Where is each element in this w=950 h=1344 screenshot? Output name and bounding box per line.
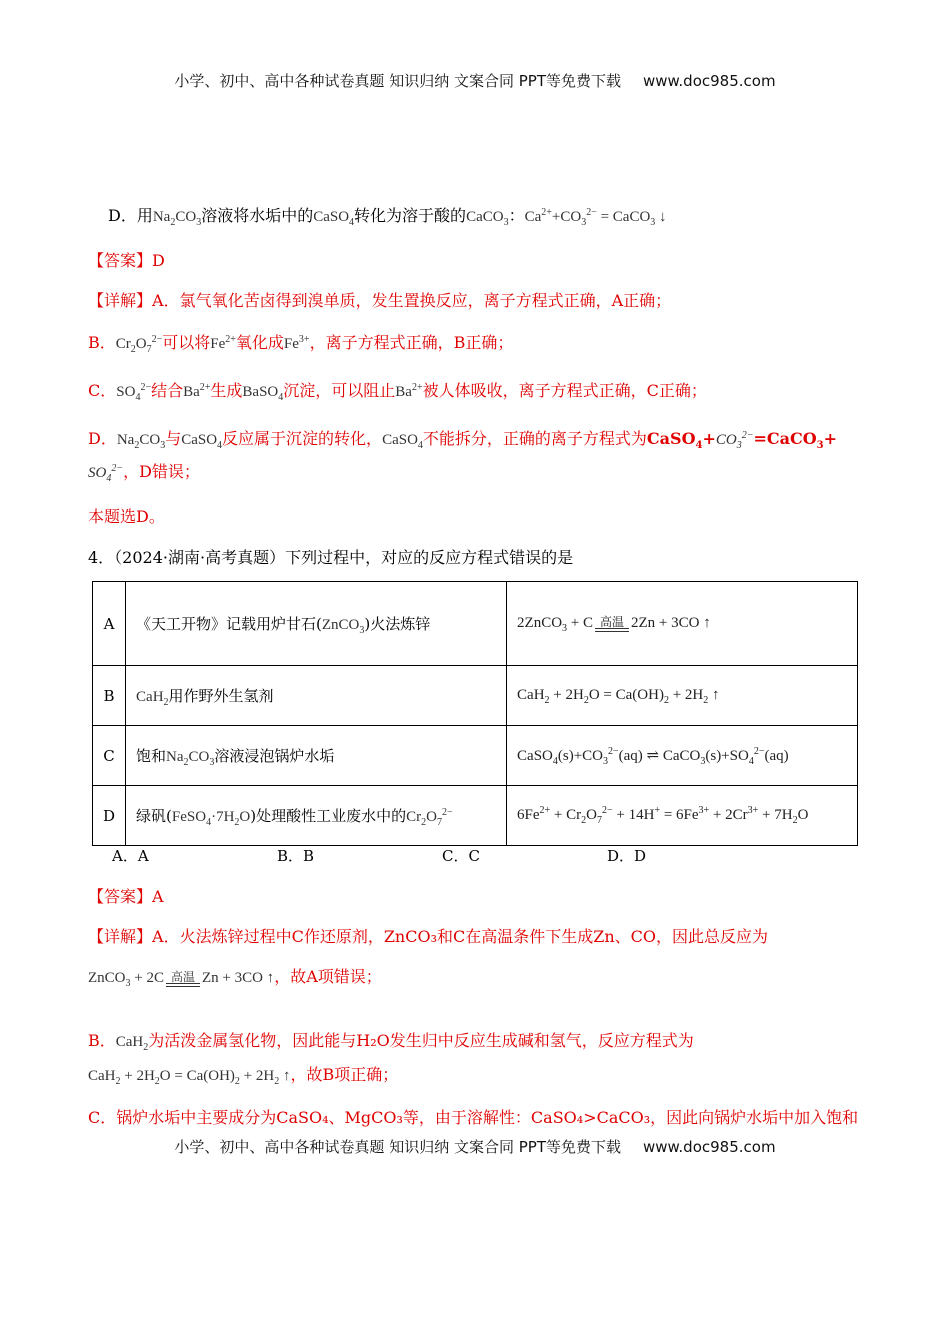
detail-b-mid2: 氧化成 xyxy=(235,333,284,352)
q4-options-table xyxy=(92,581,858,846)
table-row xyxy=(93,726,858,786)
q4-detail-b-eq: $CaH_2 + 2H_2O = Ca(OH)_2 + 2H_2$ ↑，故B项正确； xyxy=(88,1065,399,1087)
detail-c-pre: C． xyxy=(88,381,117,400)
desc-pre: 饱和 xyxy=(136,747,167,765)
q4-stem: 4．（2024·湖南·高考真题）下列过程中，对应的反应方程式错误的是 xyxy=(88,548,574,567)
answer-value: D xyxy=(152,251,165,270)
header-text: 小学、初中、高中各种试卷真题 知识归纳 文案合同 PPT等免费下载 xyxy=(174,72,621,90)
detail-a: A．氯气氧化苦卤得到溴单质，发生置换反应，离子方程式正确，A正确； xyxy=(152,291,672,310)
choice-c[interactable]: C．C xyxy=(442,847,480,865)
row-desc: 饱和$Na_2CO_3$溶液浸泡锅炉水垢 xyxy=(126,726,507,786)
desc-post: 溶液浸泡锅炉水垢 xyxy=(214,747,335,765)
table-row xyxy=(93,582,858,666)
detail-b-pre: B． xyxy=(88,333,116,352)
q3-detail-c: C．$SO_4^{2-}$结合$Ba^{2+}$生成BaSO$_4$沉淀，可以阻止$Ba^{2+}$被人体吸收，离子方程式正确，C正确； xyxy=(88,381,707,403)
desc-pre: 《天工开物》记载用炉甘石( xyxy=(136,615,322,633)
desc-post: 用作野外生氢剂 xyxy=(168,687,274,705)
q3-answer xyxy=(88,249,862,273)
detail-a: A．火法炼锌过程中C作还原剂，ZnCO₃和C在高温条件下生成Zn、CO，因此总反应为 xyxy=(152,927,769,946)
detail-b-end: ，离子方程式正确，B正确； xyxy=(309,333,514,352)
detail-b-end: ，故B项正确； xyxy=(290,1065,399,1084)
desc-pre: 绿矾( xyxy=(136,807,172,825)
option-d-sep: ： xyxy=(508,206,525,225)
option-d-prefix: D．用 xyxy=(108,206,153,225)
detail-c-mid3: 沉淀，可以阻止 xyxy=(283,381,396,400)
answer-value: A xyxy=(152,887,164,906)
option-d-text1: 溶液将水垢中的 xyxy=(201,206,314,225)
detail-c-mid: 结合 xyxy=(151,381,184,400)
choice-a[interactable]: A．A xyxy=(112,847,149,865)
row-equation: $6Fe^{2+} + Cr_2O_7^{2-} + 14H^+ = 6Fe^{3+} + 2Cr^{3+} + 7H_2O$ xyxy=(507,786,858,846)
detail-b-pre: B． xyxy=(88,1031,116,1050)
q3-detail-d-cont: $SO_4^{2-}$，D错误； xyxy=(88,462,200,484)
detail-d-end: ，D错误； xyxy=(123,462,200,481)
row-equation: $CaSO_4(s)+CO_3^{2-}(aq)$ ⇌ $CaCO_3(s)+SO_4^{2-}(aq)$ xyxy=(507,726,858,786)
choice-b[interactable]: B．B xyxy=(277,847,315,865)
row-equation: 2ZnCO$_3$ + C 高温 2Zn + 3CO ↑ xyxy=(507,582,858,666)
detail-c-mid2: 生成 xyxy=(210,381,243,400)
detail-d-mid3: 不能拆分，正确的离子方程式为 xyxy=(422,429,647,448)
answer-label: 【答案】 xyxy=(88,887,153,906)
detail-label: 【详解】 xyxy=(88,291,153,310)
row-desc: 《天工开物》记载用炉甘石(ZnCO$_3$)火法炼锌 xyxy=(126,582,507,666)
row-desc: CaH$_2$用作野外生氢剂 xyxy=(126,666,507,726)
detail-d-mid: 与 xyxy=(165,429,182,448)
detail-b-mid: 为活泼金属氢化物，因此能与H₂O发生归中反应生成碱和氢气，反应方程式为 xyxy=(148,1031,694,1050)
q3-detail-d: D．$Na_2CO_3$与CaSO$_4$反应属于沉淀的转化，CaSO$_4$不能拆分，正确的离子方程式为$CaSO_4+CO_3^{2-}=CaCO_3+$ xyxy=(88,429,838,452)
q4-answer xyxy=(88,885,862,909)
row-label: C xyxy=(93,726,126,786)
q3-option-d: D．用$Na_2CO_3$溶液将水垢中的CaSO$_4$转化为溶于酸的CaCO$_3$：$Ca^{2+}+CO_3^{2-}$ = CaCO$_3$ ↓ xyxy=(108,206,667,228)
q3-detail-a xyxy=(88,289,862,313)
detail-d-pre: D． xyxy=(88,429,117,448)
row-label: A xyxy=(93,582,126,666)
q4-detail-b: B．CaH$_2$为活泼金属氢化物，因此能与H₂O发生归中反应生成碱和氢气，反应方程式为 xyxy=(88,1031,694,1053)
row-equation: $CaH_2 + 2H_2O = Ca(OH)_2 + 2H_2$ ↑ xyxy=(507,666,858,726)
choice-d[interactable]: D．D xyxy=(607,847,647,865)
page-header-top xyxy=(0,70,950,91)
detail-d-mid2: 反应属于沉淀的转化， xyxy=(222,429,383,448)
q4-detail-c: C．锅炉水垢中主要成分为CaSO₄、MgCO₃等，由于溶解性：CaSO₄>CaCO₃，因此向锅炉水垢中加入饱和 xyxy=(88,1108,859,1127)
q3-conclusion: 本题选D。 xyxy=(88,507,165,526)
table-row xyxy=(93,786,858,846)
detail-a-end: ，故A项错误； xyxy=(274,967,382,986)
detail-b-mid: 可以将 xyxy=(162,333,211,352)
table-row xyxy=(93,666,858,726)
q3-detail-b: B．$Cr_2O_7^{2-}$可以将$Fe^{2+}$氧化成$Fe^{3+}$，离子方程式正确，B正确； xyxy=(88,333,514,355)
condition-label: 高温 xyxy=(599,614,624,629)
header-url[interactable]: www.doc985.com xyxy=(642,72,776,90)
footer-url[interactable]: www.doc985.com xyxy=(642,1138,776,1156)
row-label: D xyxy=(93,786,126,846)
desc-post: )处理酸性工业废水中的 xyxy=(250,807,407,825)
option-d-text2: 转化为溶于酸的 xyxy=(354,206,467,225)
detail-label: 【详解】 xyxy=(88,927,153,946)
row-label: B xyxy=(93,666,126,726)
q4-detail-a xyxy=(88,925,862,949)
desc-post: )火法炼锌 xyxy=(364,615,431,633)
footer-text: 小学、初中、高中各种试卷真题 知识归纳 文案合同 PPT等免费下载 xyxy=(174,1138,621,1156)
row-desc: 绿矾$(FeSO_4\cdot 7H_2O)$处理酸性工业废水中的$Cr_2O_7^{2-}$ xyxy=(126,786,507,846)
answer-label: 【答案】 xyxy=(88,251,153,270)
page-header-bottom xyxy=(0,1136,950,1157)
q4-detail-a-eq: ZnCO$_3$ + 2C 高温 Zn + 3CO ↑，故A项错误； xyxy=(88,967,382,989)
q4-choices xyxy=(112,845,772,866)
detail-c-end: 被人体吸收，离子方程式正确，C正确； xyxy=(422,381,707,400)
condition-label: 高温 xyxy=(170,969,195,984)
